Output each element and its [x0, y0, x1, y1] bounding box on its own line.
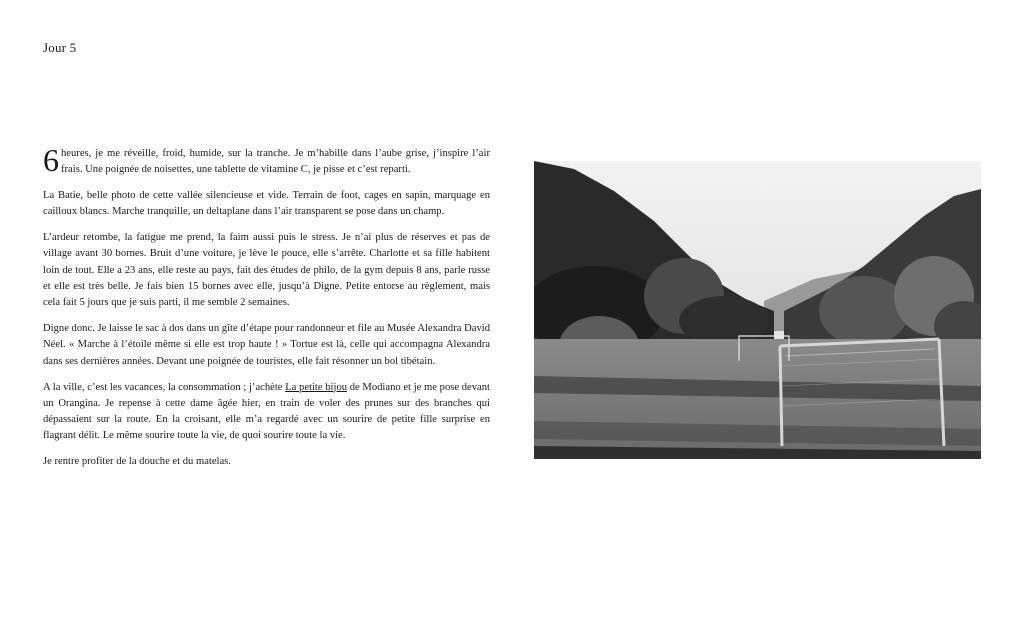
paragraph-2: La Batie, belle photo de cette vallée silencieuse et vide. Terrain de foot, cages en sapin, marquage en cailloux blancs. Marche tranquille, un deltaplane dans l’air transparent se pose dans un champ.	[43, 190, 490, 218]
paragraph-6: Je rentre profiter de la douche et du matelas.	[43, 456, 231, 468]
drop-cap: 6	[43, 142, 59, 178]
paragraph-5-text-b: de Modiano et je me pose devant un Orangina. Je repense à cette dame âgée hier, en train de voler des prunes sur des branches qui dépassaient sur la route. En la croisant, elle m’a regardé avec un sourire de petite fille surprise en flagrant délit. Le même sourire toute la vie, de quoi sourire toute la vie.	[43, 381, 490, 442]
paragraph-1-text: heures, je me réveille, froid, humide, sur la tranche. Je m’habille dans l’aube grise, j’inspire l’air frais. Une poignée de noisettes, une tablette de vitamine C, je pisse et c’est reparti.	[61, 148, 490, 176]
paragraph-4: Digne donc. Je laisse le sac à dos dans un gîte d’étape pour randonneur et file au Musée Alexandra David Néel. « Marche à l’étoile même si elle est trop haute ! » Tortue est là, celle qui accompagna Alexandra dans ses dernières années. Devant une poignée de touristes, elle fait résonner un bol tibétain.	[43, 323, 490, 367]
book-title: La petite bijou	[285, 381, 348, 393]
page-title: Jour 5	[43, 40, 77, 55]
paragraph-3: L’ardeur retombe, la fatigue me prend, la faim aussi puis le stress. Je n’ai plus de réserves et pas de village avant 30 bornes. Bruit d’une voiture, je lève le pouce, elle s’arrête. Charlotte et sa fille habitent loin de tout. Elle a 23 ans, elle reste au pays, fait des études de philo, de la gym depuis 8 ans, parle russe et elle est très belle. Je fais bien 15 bornes avec elle, jusqu’à Digne. Petite entorse au règlement, mais cela fait 5 jours que je suis parti, il me semble 2 semaines.	[43, 232, 490, 309]
paragraph-5	[43, 380, 490, 445]
paragraph-1	[43, 142, 490, 179]
valley-football-field-photo	[534, 161, 981, 459]
photo-illustration	[534, 161, 981, 459]
paragraph-5-text-a: A la ville, c’est les vacances, la consommation ; j’achète	[43, 381, 286, 393]
journal-text	[43, 142, 490, 480]
